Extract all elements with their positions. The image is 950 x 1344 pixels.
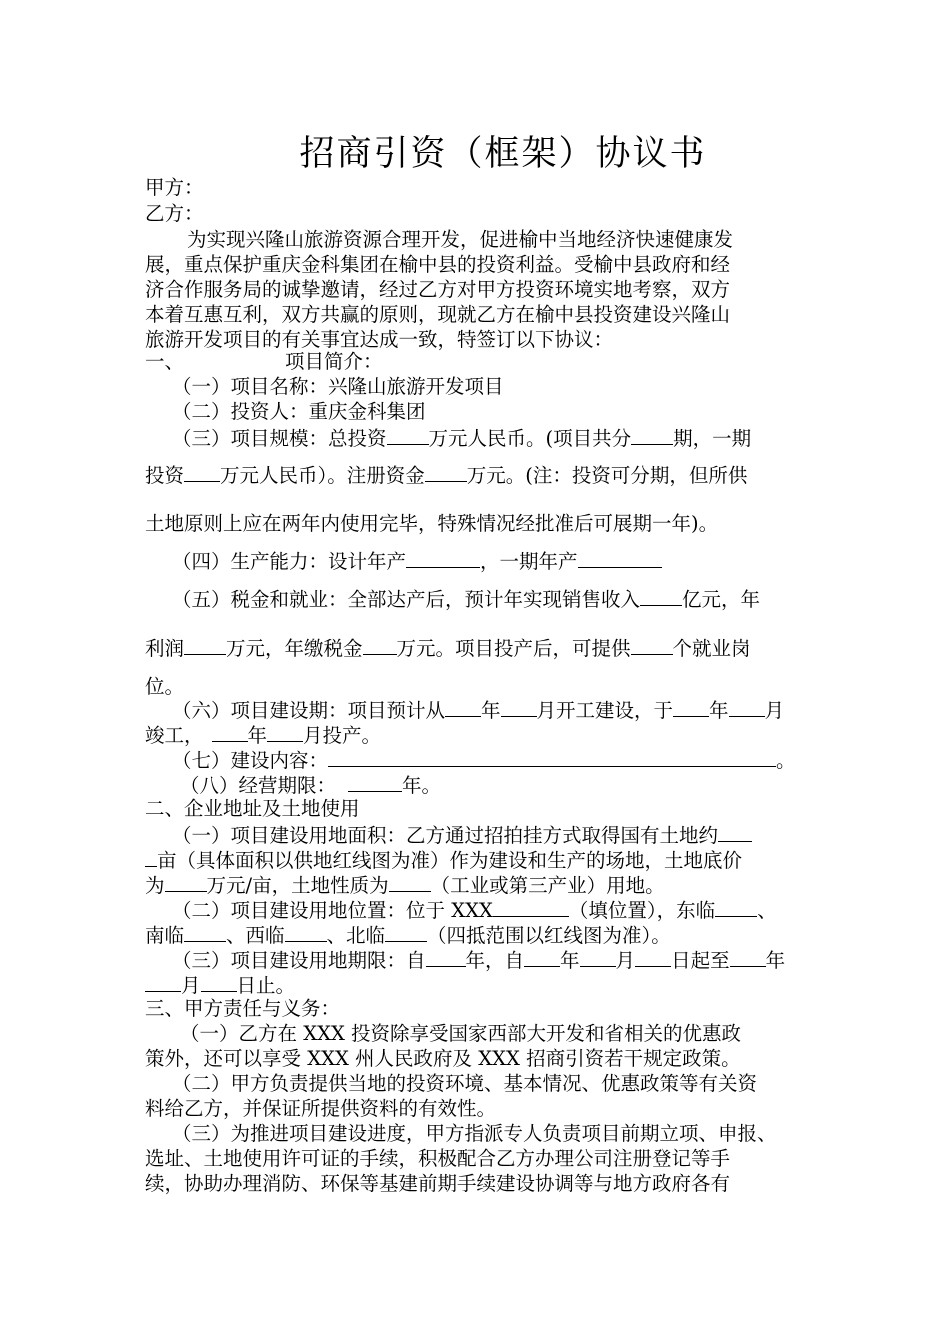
clause-line: 位。: [145, 675, 185, 698]
intro-line: 为实现兴隆山旅游资源合理开发，促进榆中当地经济快速健康发: [187, 228, 734, 251]
clause-line: （三）项目规模：总投资 万元人民币。(项目共分 期，一期: [172, 427, 752, 450]
clause-line: （一）项目建设用地面积：乙方通过招拍挂方式取得国有土地约: [172, 822, 752, 848]
party-b-label: 乙方：: [145, 202, 204, 225]
clause-line: 投资 万元人民币）。注册资金 万元。(注：投资可分期，但所供: [145, 464, 748, 487]
intro-line: 本着互惠互利，双方共赢的原则，现就乙方在榆中县投资建设兴隆山: [145, 303, 731, 326]
section-3-heading: 三、甲方责任与义务：: [145, 997, 341, 1020]
clause-line: 月 日止。: [145, 972, 295, 998]
clause-line: 南临 、西临 、北临 （四抵范围以红线图为准）。: [145, 924, 671, 947]
clause-line: 策外，还可以享受 XXX 州人民政府及 XXX 招商引资若干规定政策。: [145, 1047, 741, 1070]
clause-line: （二）投资人：重庆金科集团: [172, 400, 426, 423]
section-1-heading: 项目简介：: [285, 350, 383, 373]
intro-line: 济合作服务局的诚挚邀请，经过乙方对甲方投资环境实地考察，双方: [145, 278, 731, 301]
intro-line: 旅游开发项目的有关事宜达成一致，特签订以下协议：: [145, 328, 614, 351]
clause-line: （七）建设内容： 。: [172, 749, 796, 772]
section-1-number: 一、: [145, 350, 185, 373]
clause-line: 为 万元/亩，土地性质为 （工业或第三产业）用地。: [145, 874, 665, 897]
clause-line: （一）项目名称：兴隆山旅游开发项目: [172, 375, 504, 398]
clause-line: （六）项目建设期：项目预计从 年 月开工建设，于 年 月: [172, 699, 785, 722]
document-title: 招商引资（框架）协议书: [299, 134, 707, 174]
clause-line: 料给乙方，并保证所提供资料的有效性。: [145, 1097, 497, 1120]
clause-line: （一）乙方在 XXX 投资除享受国家西部大开发和省相关的优惠政: [180, 1022, 742, 1045]
clause-line: 竣工， 年 月投产。: [145, 724, 382, 747]
clause-line: （二）甲方负责提供当地的投资环境、基本情况、优惠政策等有关资: [172, 1072, 758, 1095]
clause-line: 利润 万元，年缴税金 万元。项目投产后，可提供 个就业岗: [145, 637, 751, 660]
clause-line: （四）生产能力：设计年产 ，一期年产: [172, 548, 662, 574]
clause-line: 亩（具体面积以供地红线图为准）作为建设和生产的场地，土地底价: [145, 847, 742, 873]
clause-line: 选址、土地使用许可证的手续，积极配合乙方办理公司注册登记等手: [145, 1147, 731, 1170]
clause-line: （五）税金和就业：全部达产后，预计年实现销售收入 亿元，年: [172, 588, 761, 611]
clause-line: （三）为推进项目建设进度，甲方指派专人负责项目前期立项、申报、: [172, 1122, 777, 1145]
party-a-label: 甲方：: [145, 176, 204, 199]
clause-line: （二）项目建设用地位置：位于 XXX （填位置），东临 、: [172, 899, 777, 922]
section-2-heading: 二、企业地址及土地使用: [145, 797, 360, 820]
intro-line: 展，重点保护重庆金科集团在榆中县的投资利益。受榆中县政府和经: [145, 253, 731, 276]
clause-line: 续，协助办理消防、环保等基建前期手续建设协调等与地方政府各有: [145, 1172, 731, 1195]
clause-line: （八）经营期限： 年。: [180, 774, 442, 797]
clause-line: （三）项目建设用地期限：自 年，自 年 月 日起至 年: [172, 949, 786, 972]
clause-line: 土地原则上应在两年内使用完毕，特殊情况经批准后可展期一年)。: [145, 512, 719, 535]
